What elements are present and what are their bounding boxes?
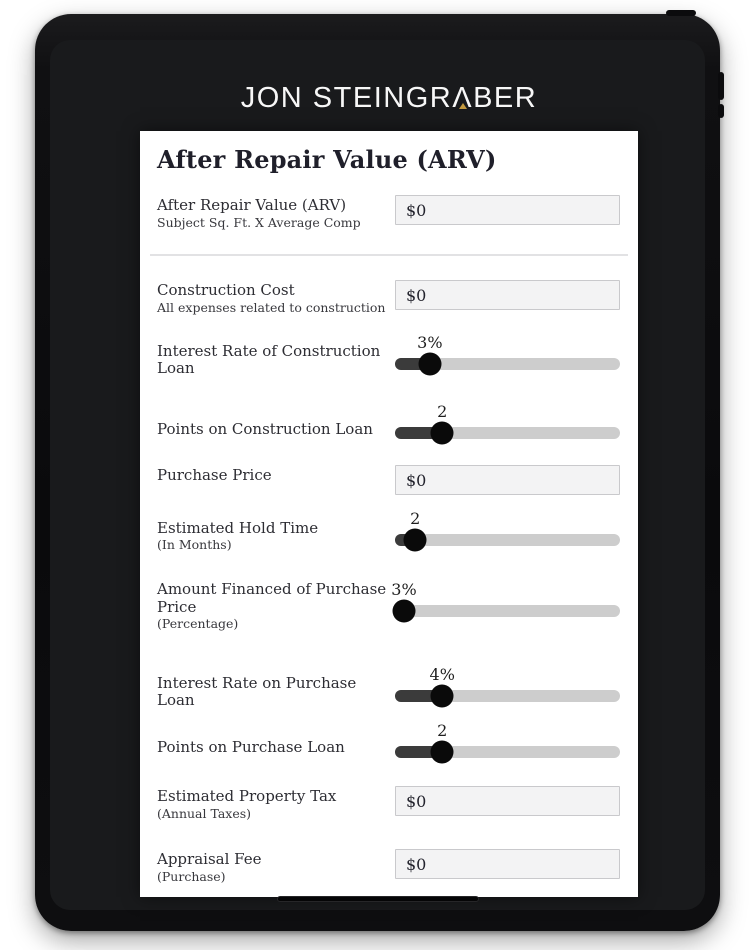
slider-track[interactable] <box>395 721 620 758</box>
field-label: Points on Construction Loan <box>157 419 373 438</box>
field-sublabel: (Annual Taxes) <box>157 805 252 821</box>
form-row <box>140 195 638 230</box>
field-label: Estimated Hold Time <box>157 518 319 537</box>
slider-value: 3% <box>417 333 443 353</box>
form-row <box>140 786 638 821</box>
form-row <box>140 506 638 552</box>
field-label-group <box>157 195 395 230</box>
field-sublabel: All expenses related to construction <box>157 299 386 315</box>
volume-up-button <box>718 72 724 100</box>
form-row <box>140 849 638 884</box>
field-control <box>391 577 620 623</box>
form-row <box>140 574 638 632</box>
field-control <box>395 718 620 764</box>
slider-value: 2 <box>437 402 448 422</box>
field-label: Construction Cost <box>157 281 295 300</box>
field-label-group <box>157 786 395 821</box>
field-label: Points on Purchase Loan <box>157 738 345 757</box>
field-control <box>395 506 620 552</box>
field-sublabel: (Purchase) <box>157 868 226 884</box>
form-row <box>140 280 638 315</box>
field-label: Appraisal Fee <box>157 850 262 869</box>
slider-value: 2 <box>437 721 448 741</box>
field-label-group <box>157 520 395 553</box>
slider-value: 3% <box>391 579 417 599</box>
currency-input[interactable] <box>395 786 620 816</box>
field-control <box>395 330 620 376</box>
field-label: Interest Rate on Purchase Loan <box>157 673 357 710</box>
field-label: Purchase Price <box>157 466 272 485</box>
slider-thumb[interactable] <box>418 353 441 376</box>
slider-value: 4% <box>429 665 455 685</box>
slider-track[interactable] <box>395 665 620 702</box>
slider-thumb[interactable] <box>404 529 427 552</box>
field-control <box>395 786 620 816</box>
currency-input[interactable] <box>395 849 620 879</box>
field-control <box>395 465 620 495</box>
field-label-group <box>157 343 395 378</box>
field-sublabel: (In Months) <box>157 537 232 553</box>
field-label-group <box>157 675 395 710</box>
divider <box>150 254 628 256</box>
slider-thumb[interactable] <box>431 741 454 764</box>
brand-logo <box>140 82 638 115</box>
currency-input[interactable] <box>395 465 620 495</box>
form-row <box>140 399 638 445</box>
field-label-group <box>157 581 395 632</box>
field-control <box>395 849 620 879</box>
field-label-group <box>157 421 395 439</box>
form-row <box>140 718 638 764</box>
logo-text-left: JON STEINGR <box>240 82 453 114</box>
field-control <box>395 399 620 445</box>
field-label: Estimated Property Tax <box>157 787 337 806</box>
form-row <box>140 662 638 708</box>
tablet-frame <box>35 14 720 931</box>
form-row <box>140 330 638 376</box>
slider-track[interactable] <box>395 333 620 370</box>
slider-thumb[interactable] <box>393 599 416 622</box>
field-control <box>395 280 620 310</box>
slider-thumb[interactable] <box>431 422 454 445</box>
page-title: After Repair Value (ARV) <box>157 145 497 174</box>
field-label-group <box>157 739 395 757</box>
currency-input[interactable] <box>395 195 620 225</box>
slider-thumb[interactable] <box>431 685 454 708</box>
currency-input[interactable] <box>395 280 620 310</box>
calculator-panel <box>140 131 638 897</box>
field-sublabel: (Percentage) <box>157 616 239 632</box>
field-label: After Repair Value (ARV) <box>157 196 347 214</box>
volume-down-button <box>718 104 724 118</box>
field-label-group <box>157 465 395 485</box>
field-label: Amount Financed of Purchase Price <box>157 580 387 616</box>
slider-track[interactable] <box>395 509 620 546</box>
field-label-group <box>157 280 395 315</box>
tablet-screen <box>50 40 705 910</box>
slider-track[interactable] <box>391 579 620 617</box>
field-control <box>395 195 620 225</box>
logo-accent-triangle-icon <box>459 103 467 109</box>
logo-stylized-a: Λ <box>452 82 474 114</box>
logo-text-right: BER <box>473 82 538 114</box>
power-button <box>666 10 696 16</box>
home-indicator <box>277 896 479 902</box>
slider-track[interactable] <box>395 402 620 439</box>
field-label: Interest Rate of Construction Loan <box>157 341 381 378</box>
form-rows <box>140 195 638 884</box>
field-label-group <box>157 849 395 884</box>
field-control <box>395 662 620 708</box>
slider-value: 2 <box>410 509 421 529</box>
field-sublabel: Subject Sq. Ft. X Average Comp <box>157 214 361 230</box>
form-row <box>140 465 638 495</box>
